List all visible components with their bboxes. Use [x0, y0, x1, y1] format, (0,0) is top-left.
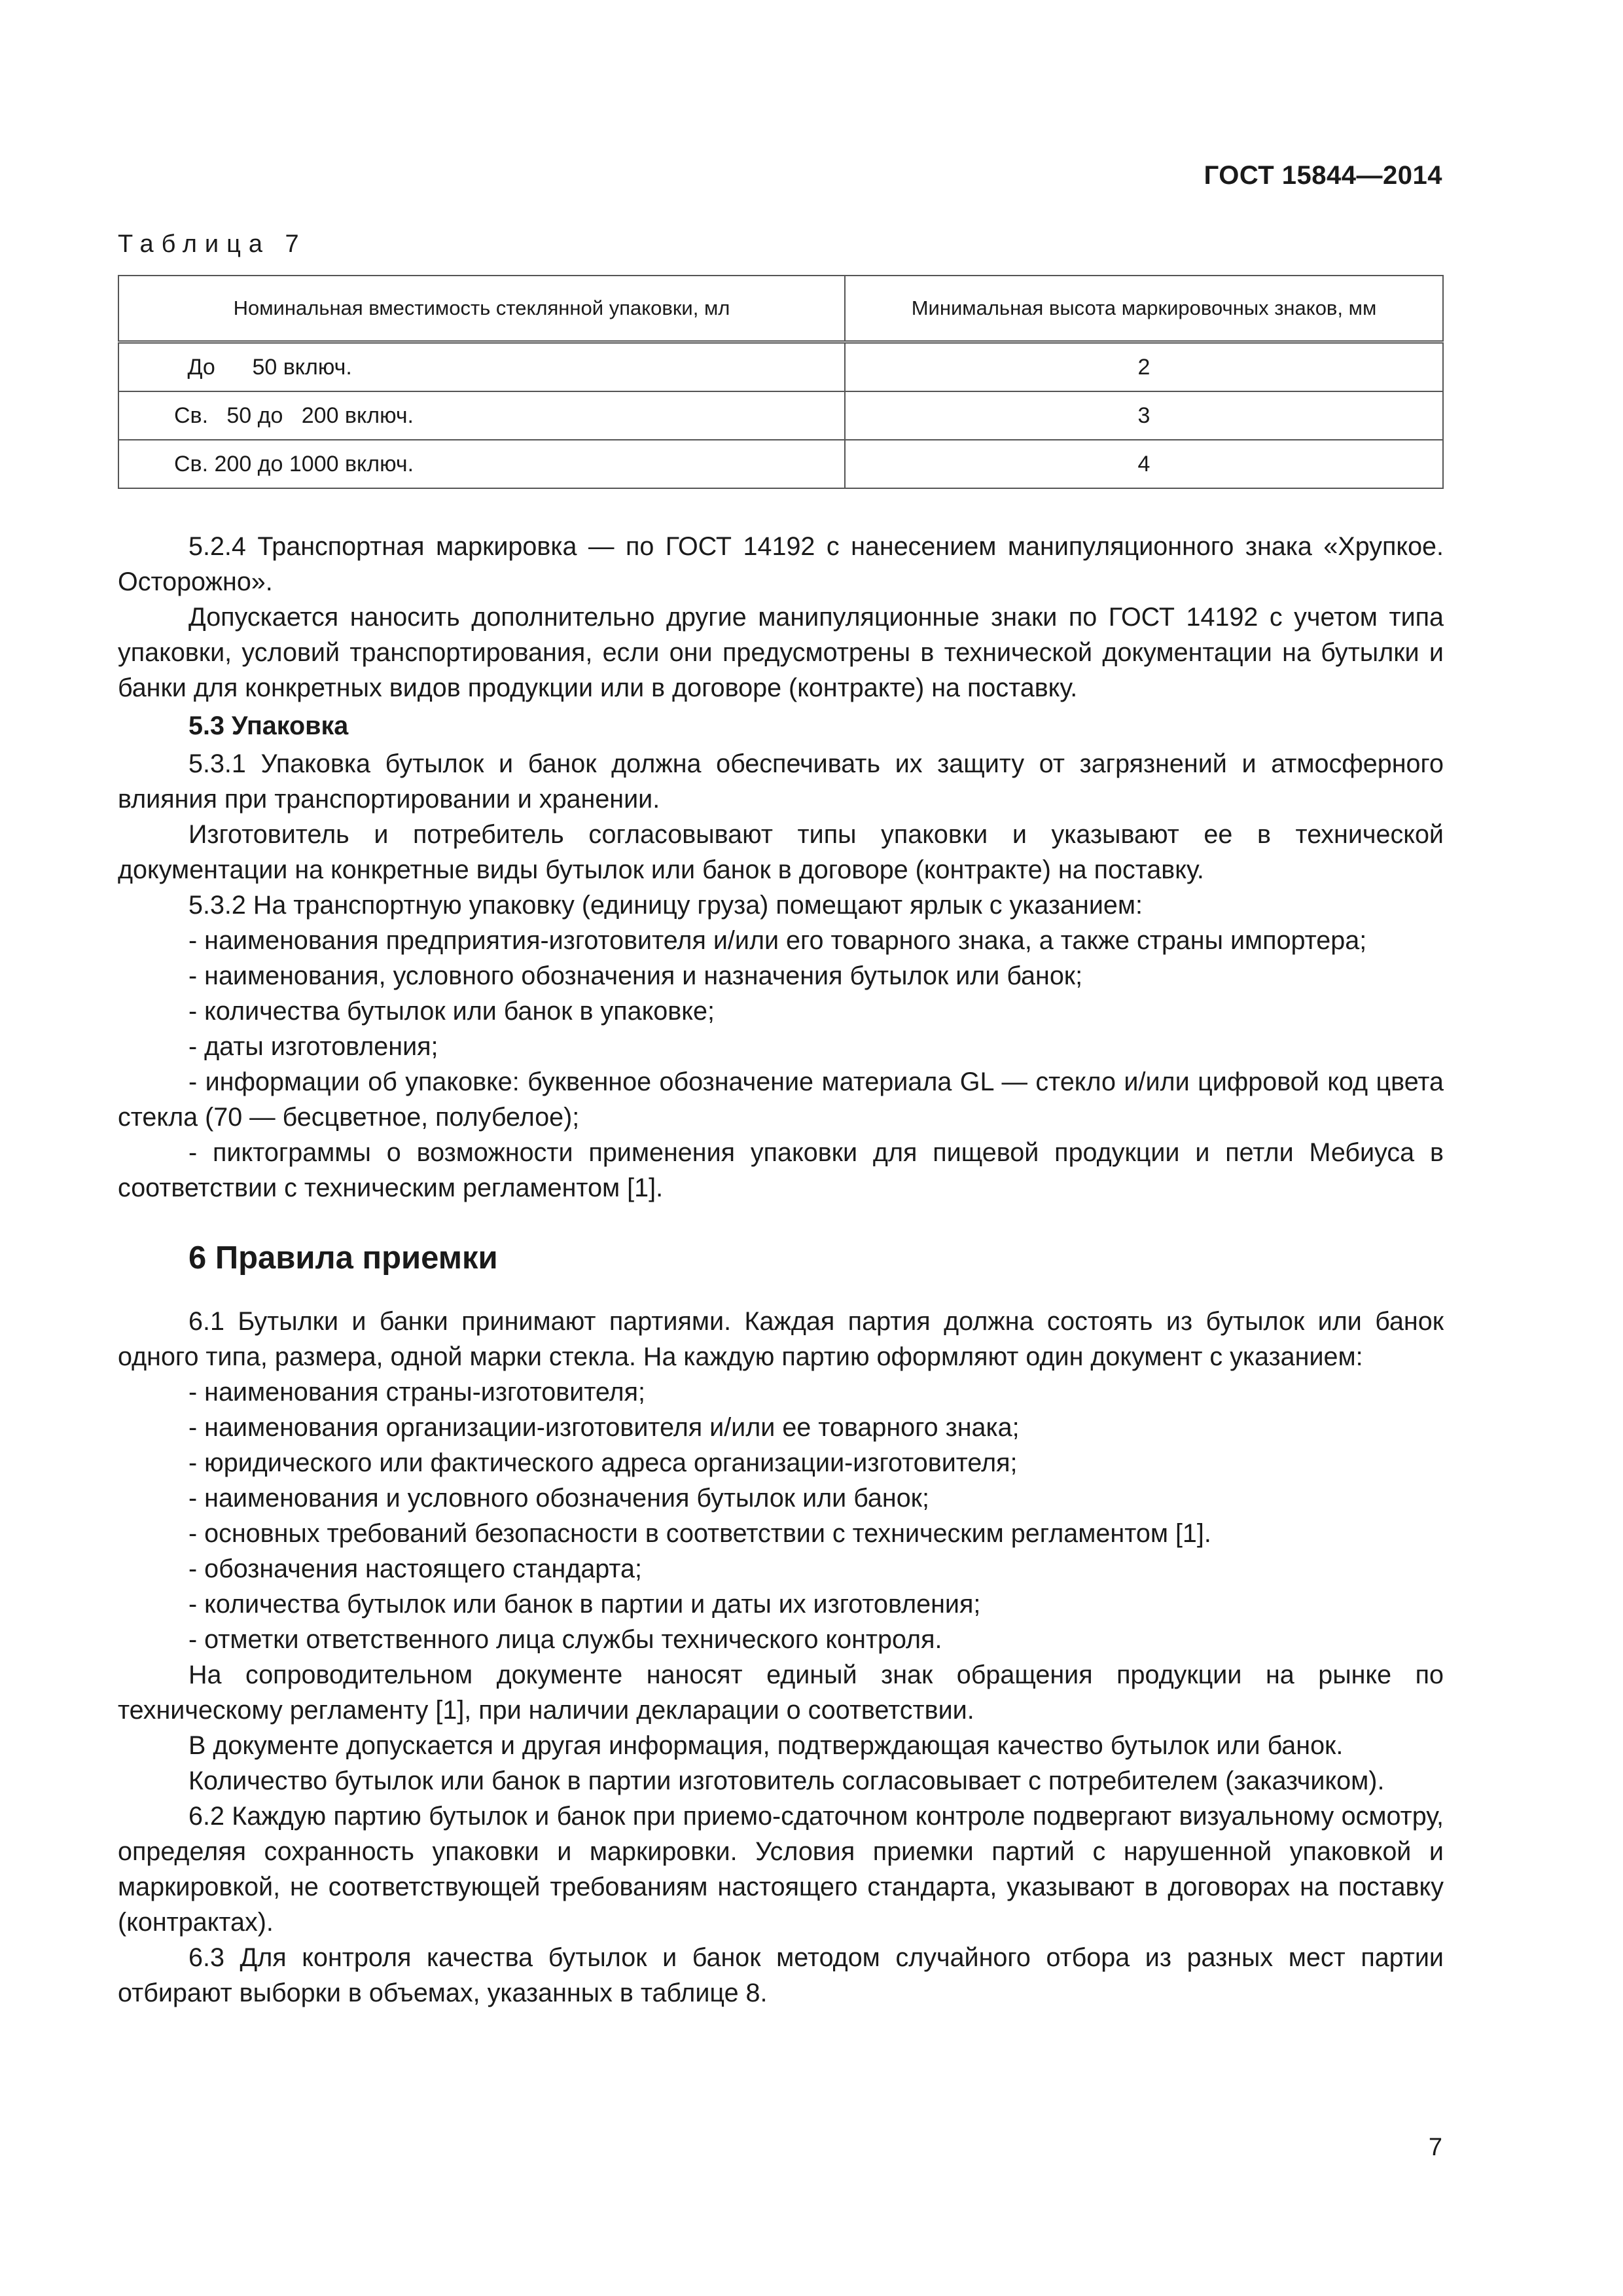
paragraph-6-1-a: На сопроводительном документе наносят единый знак обращения продукции на рынке по техническому регламенту [1], при наличии декларации о соответствии. [118, 1660, 1444, 1725]
section-heading-6: 6 Правила приемки [188, 1240, 498, 1276]
paragraph-6-1-c: Количество бутылок или банок в партии изготовитель согласовывает с потребителем (заказчиком). [188, 1767, 1385, 1795]
paragraph-5-3-2: 5.3.2 На транспортную упаковку (единицу груза) помещают ярлык с указанием: [188, 891, 1143, 920]
table-row [118, 342, 1443, 392]
list-item: - количества бутылок или банок в партии и даты их изготовления; [188, 1590, 981, 1619]
list-item: - даты изготовления; [188, 1032, 438, 1061]
list-item: - пиктограммы о возможности применения упаковки для пищевой продукции и петли Мебиуса в соответствии с техническим регламентом [1]. [118, 1138, 1444, 1202]
table-cell-height: 3 [845, 391, 1443, 440]
list-item: - юридического или фактического адреса организации-изготовителя; [188, 1448, 1018, 1477]
paragraph-5-3-1: 5.3.1 Упаковка бутылок и банок должна обеспечивать их защиту от загрязнений и атмосферного влияния при транспортировании и хранении. [118, 749, 1444, 814]
table-row [118, 391, 1443, 440]
list-item: - основных требований безопасности в соответствии с техническим регламентом [1]. [188, 1519, 1211, 1548]
list-item: - наименования страны-изготовителя; [188, 1378, 645, 1407]
list-item: - отметки ответственного лица службы технического контроля. [188, 1625, 942, 1654]
list-item: - информации об упаковке: буквенное обозначение материала GL — стекло и/или цифровой код цвета стекла (70 — бесцветное, полубелое); [118, 1067, 1444, 1132]
paragraph-6-1: 6.1 Бутылки и банки принимают партиями. Каждая партия должна состоять из бутылок или банок одного типа, размера, одной марки стекла. На каждую партию оформляют один документ с указанием: [118, 1307, 1444, 1371]
paragraph-5-2-4-extra: Допускается наносить дополнительно другие манипуляционные знаки по ГОСТ 14192 с учетом типа упаковки, условий транспортирования, если они предусмотрены в технической документации на бутылки и банки для конкретных видов продукции или в договоре (контракте) на поставку. [118, 603, 1444, 702]
table-cell-capacity: До 50 включ. [118, 342, 845, 392]
paragraph-6-2: 6.2 Каждую партию бутылок и банок при приемо-сдаточном контроле подвергают визуальному осмотру, определяя сохранность упаковки и маркировки. Условия приемки партий с нарушенной упаковкой и маркировкой, не соответствующей требованиям настоящего стандарта, указывают в договорах на поставку (контрактах). [118, 1802, 1444, 1937]
paragraph-6-1-b: В документе допускается и другая информация, подтверждающая качество бутылок или банок. [188, 1731, 1344, 1760]
table-cell-height: 4 [845, 440, 1443, 488]
table-header-height: Минимальная высота маркировочных знаков, мм [845, 276, 1443, 342]
table-row [118, 440, 1443, 488]
table-cell-capacity: Св. 200 до 1000 включ. [118, 440, 845, 488]
table-header-capacity: Номинальная вместимость стеклянной упаковки, мл [118, 276, 845, 342]
table-caption: Таблица 7 [118, 230, 307, 258]
paragraph-6-3: 6.3 Для контроля качества бутылок и банок методом случайного отбора из разных мест партии отбирают выборки в объемах, указанных в таблице 8. [118, 1943, 1444, 2007]
table-7 [118, 275, 1444, 489]
subsection-heading-5-3: 5.3 Упаковка [188, 711, 349, 740]
list-item: - наименования предприятия-изготовителя и/или его товарного знака, а также страны импортера; [188, 926, 1367, 955]
table-header-row [118, 276, 1443, 342]
page-number: 7 [1428, 2134, 1442, 2161]
table-cell-height: 2 [845, 342, 1443, 392]
list-item: - наименования и условного обозначения бутылок или банок; [188, 1484, 929, 1513]
table-cell-capacity: Св. 50 до 200 включ. [118, 391, 845, 440]
document-body [118, 529, 1444, 2011]
list-item: - наименования организации-изготовителя и/или ее товарного знака; [188, 1413, 1020, 1442]
list-item: - количества бутылок или банок в упаковке; [188, 997, 715, 1026]
paragraph-5-3-1-extra: Изготовитель и потребитель согласовывают типы упаковки и указывают ее в технической документации на конкретные виды бутылок или банок в договоре (контракте) на поставку. [118, 820, 1444, 884]
list-item: - наименования, условного обозначения и назначения бутылок или банок; [188, 961, 1083, 990]
paragraph-5-2-4: 5.2.4 Транспортная маркировка — по ГОСТ 14192 с нанесением манипуляционного знака «Хрупкое. Осторожно». [118, 532, 1444, 596]
list-item: - обозначения настоящего стандарта; [188, 1554, 642, 1583]
standard-header: ГОСТ 15844—2014 [1204, 161, 1442, 190]
